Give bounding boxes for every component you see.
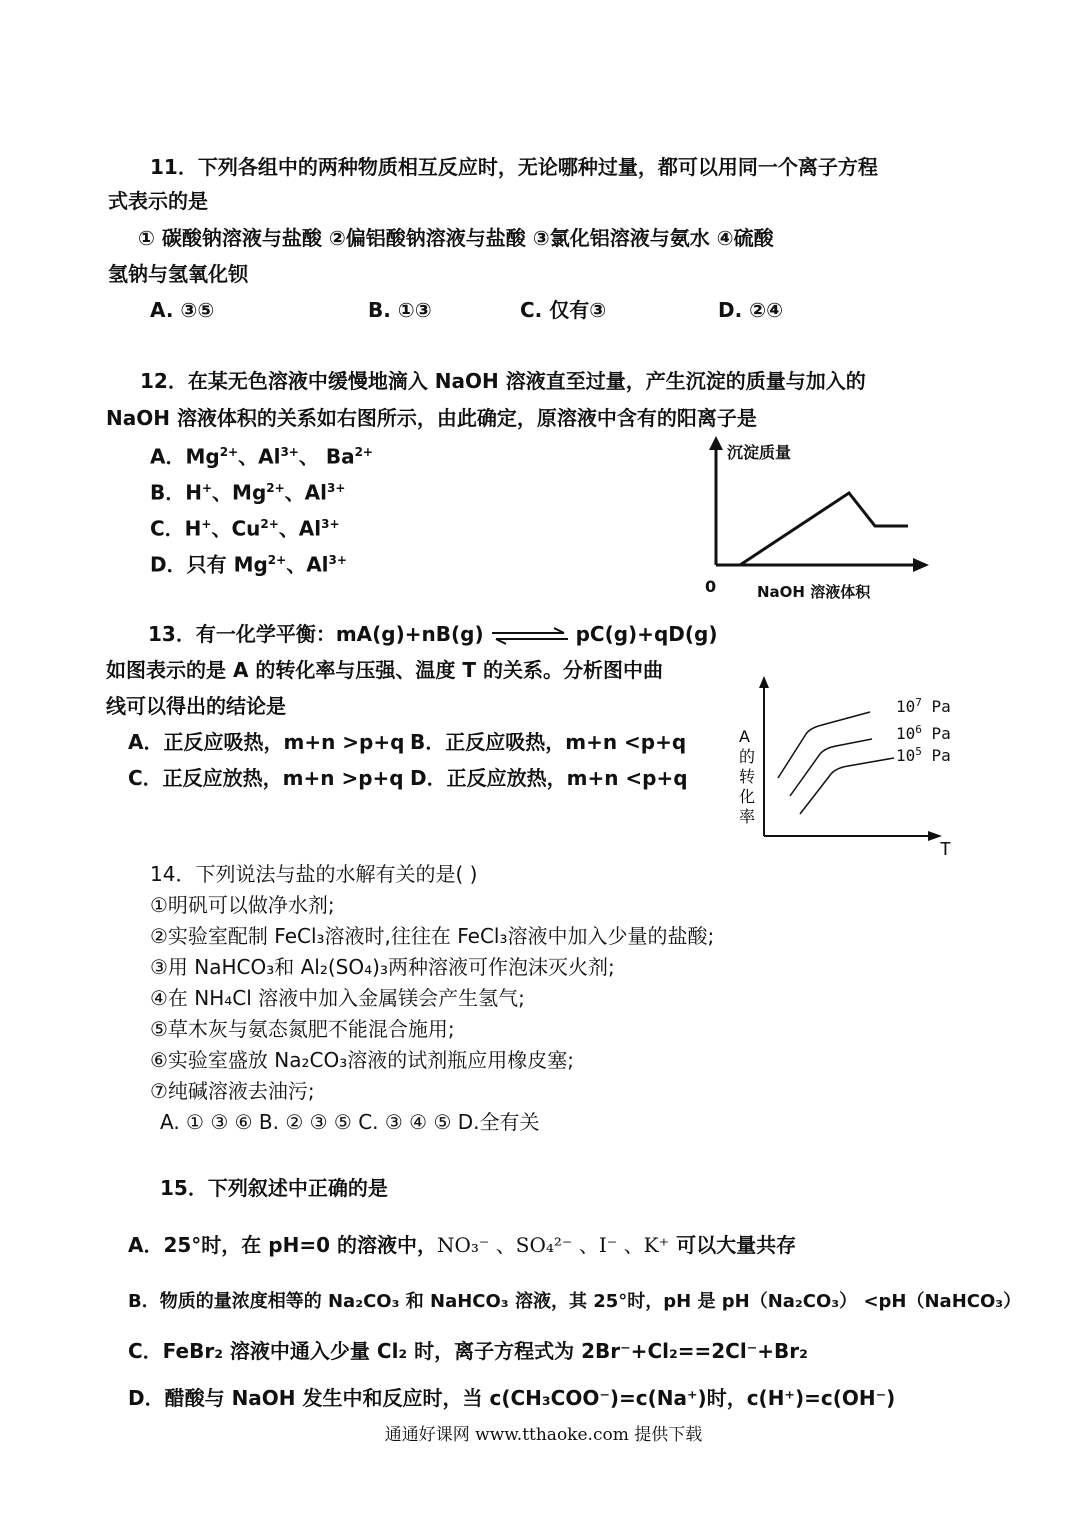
q14-item-3: ③用 NaHCO₃和 Al₂(SO₄)₃两种溶液可作泡沫灭火剂; (150, 955, 615, 979)
q12-stem-line1: 12．在某无色溶液中缓慢地滴入 NaOH 溶液直至过量，产生沉淀的质量与加入的 (140, 369, 866, 393)
q13-stem: 13．有一化学平衡：mA(g)+nB(g) pC(g)+qD(g) (148, 622, 718, 646)
q12-x-label: NaOH 溶液体积 (757, 583, 871, 601)
q13-y-label-char-2: 的 (739, 747, 756, 766)
q13-option-d: D．正反应放热，m+n <p+q (410, 766, 688, 790)
q13-label-10e6: $10^6$ Pa (896, 723, 951, 743)
q12-option-d: D．只有 $Mg^{2+}$、$Al^{3+}$ (150, 552, 347, 577)
q14-item-4: ④在 NH₄Cl 溶液中加入金属镁会产生氢气; (150, 986, 525, 1010)
q13-conversion-figure (730, 672, 960, 862)
q13-y-label-char-5: 率 (739, 807, 756, 826)
q13-label-10e5: $10^5$ Pa (896, 745, 951, 765)
q13-curve-10e6 (790, 739, 872, 796)
q13-option-b: B．正反应吸热，m+n <p+q (410, 730, 687, 754)
q13-line2: 如图表示的是 A 的转化率与压强、温度 T 的关系。分析图中曲 (106, 658, 663, 682)
q14-item-5: ⑤草木灰与氨态氮肥不能混合施用; (150, 1017, 455, 1041)
q13-y-arrow (759, 676, 769, 688)
q11-stem-line1: 11．下列各组中的两种物质相互反应时，无论哪种过量，都可以用同一个离子方程 (150, 155, 878, 179)
q15-stem: 15．下列叙述中正确的是 (160, 1176, 388, 1200)
q12-option-c: C．H+、$Cu^{2+}$、$Al^{3+}$ (150, 516, 340, 541)
q14-item-6: ⑥实验室盛放 Na₂CO₃溶液的试剂瓶应用橡皮塞; (150, 1048, 574, 1072)
q15-option-b: B．物质的量浓度相等的 Na₂CO₃ 和 NaHCO₃ 溶液，其 25°时，pH 是 pH（Na₂CO₃） <pH（NaHCO₃） (128, 1291, 1022, 1312)
q11-items-line1: ① 碳酸钠溶液与盐酸 ②偏铝酸钠溶液与盐酸 ③氯化铝溶液与氨水 ④硫酸 (138, 226, 774, 250)
q12-y-label: 沉淀质量 (727, 443, 792, 462)
q14-stem: 14．下列说法与盐的水解有关的是( ) (150, 862, 478, 886)
q13-curve-10e5 (800, 758, 894, 814)
q13-option-a: A．正反应吸热，m+n >p+q (128, 730, 405, 754)
q12-option-b: B．H+、$Mg^{2+}$、$Al^{3+}$ (150, 480, 346, 505)
q12-y-arrow (709, 436, 723, 450)
q14-item-1: ①明矾可以做净水剂; (150, 893, 335, 917)
q14-options: A. ① ③ ⑥ B. ② ③ ⑤ C. ③ ④ ⑤ D.全有关 (160, 1110, 540, 1134)
q12-stem-line2: NaOH 溶液体积的关系如右图所示，由此确定，原溶液中含有的阳离子是 (106, 406, 757, 430)
q13-option-c: C．正反应放热，m+n >p+q (128, 766, 404, 790)
q11-option-b: B. ①③ (368, 298, 432, 322)
q12-precipitate-curve (740, 493, 908, 565)
q11-stem-line2: 式表示的是 (108, 189, 208, 213)
q15-option-a: A．25°时，在 pH=0 的溶液中，NO₃⁻ 、SO₄²⁻ 、I⁻ 、K⁺ 可以大量共存 (128, 1233, 797, 1257)
q11-option-c: C. 仅有③ (520, 298, 607, 322)
q12-origin-label: 0 (705, 577, 717, 596)
q12-precipitate-figure (695, 432, 945, 607)
q13-x-label: T (940, 839, 951, 860)
q15-option-c: C．FeBr₂ 溶液中通入少量 Cl₂ 时，离子方程式为 2Br⁻+Cl₂==2Cl⁻+Br₂ (128, 1339, 808, 1363)
q13-curve-10e7 (778, 712, 870, 778)
q13-y-label-char-3: 转 (739, 767, 756, 786)
q11-option-a: A. ③⑤ (150, 298, 215, 322)
q11-option-d: D. ②④ (718, 298, 784, 322)
equilibrium-arrow-icon (490, 626, 570, 646)
q13-y-label-char-1: A (739, 727, 750, 746)
q13-label-10e7: $10^7$ Pa (896, 696, 951, 716)
q13-line3: 线可以得出的结论是 (106, 694, 286, 718)
q14-item-2: ②实验室配制 FeCl₃溶液时,往往在 FeCl₃溶液中加入少量的盐酸; (150, 924, 715, 948)
q12-x-arrow (913, 558, 929, 572)
q14-item-7: ⑦纯碱溶液去油污; (150, 1079, 315, 1103)
q13-y-label-char-4: 化 (739, 787, 756, 806)
page-footer: 通通好课网 www.tthaoke.com 提供下载 (384, 1425, 703, 1445)
q11-items-line2: 氢钠与氢氧化钡 (108, 262, 248, 286)
q12-option-a: A．$Mg^{2+}$、$Al^{3+}$、 $Ba^{2+}$ (150, 444, 373, 469)
q15-option-d: D．醋酸与 NaOH 发生中和反应时，当 c(CH₃COO⁻)=c(Na⁺)时，c(H⁺)=c(OH⁻) (128, 1386, 896, 1410)
